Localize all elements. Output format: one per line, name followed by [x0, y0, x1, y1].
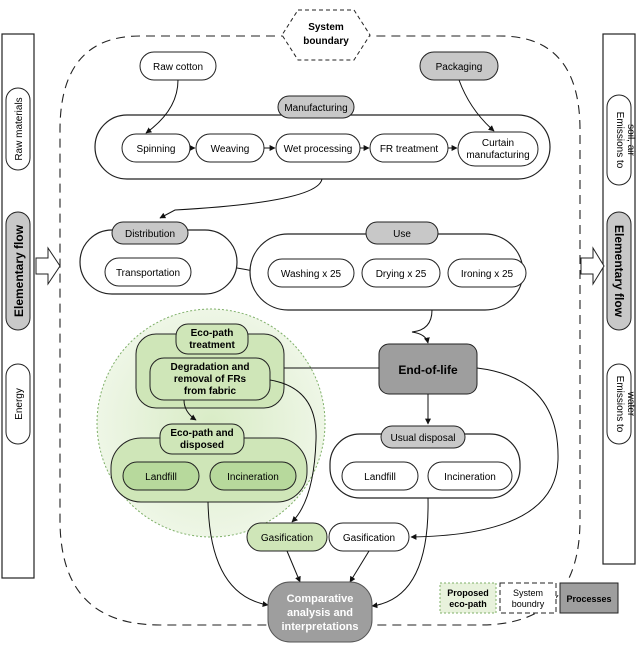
system-boundary-hexagon [282, 10, 370, 60]
legend-system-label-1: System [512, 588, 544, 598]
eco-treatment-title-2: treatment [189, 340, 235, 351]
manufacturing-title: Manufacturing [284, 103, 348, 114]
usual-incineration-label: Incineration [444, 472, 496, 483]
comparative-label-3: interpretations [281, 621, 359, 633]
legend-proposed-label-1: Proposed [447, 588, 489, 598]
arrow-use-endoflife [412, 310, 432, 343]
arrow-ecogas-final [287, 551, 300, 582]
drying-label: Drying x 25 [375, 269, 427, 280]
eco-landfill-label: Landfill [145, 472, 177, 483]
washing-label: Washing x 25 [280, 269, 342, 280]
distribution-title: Distribution [124, 229, 176, 240]
fr-treatment-label: FR treatment [379, 144, 439, 155]
end-of-life-label: End-of-life [398, 363, 458, 377]
degradation-label-1: Degradation and [170, 362, 250, 373]
emissions-soil-air-label-2: soil, air [625, 124, 636, 156]
emissions-water-label-1: Emissions to [614, 375, 625, 433]
left-elementary-flow-label: Elementary flow [12, 224, 26, 318]
raw-cotton-label: Raw cotton [152, 62, 204, 73]
ironing-label: Ironing x 25 [460, 269, 514, 280]
emissions-soil-air-label-1: Emissions to [614, 111, 625, 169]
use-title: Use [393, 229, 411, 240]
arrow-usualdisposal-final [372, 498, 428, 606]
eco-disposed-title-1: Eco-path and [170, 428, 234, 439]
legend-system-label-2: boundry [511, 599, 545, 609]
eco-disposed-title-2: disposed [180, 440, 224, 451]
usual-gasification-label: Gasification [342, 533, 396, 544]
system-boundary-label-1: System [308, 22, 344, 33]
wet-processing-label: Wet processing [283, 144, 353, 155]
degradation-label-2: removal of FRs [173, 374, 247, 385]
left-flow-arrow-icon [36, 248, 60, 284]
eco-gasification-label: Gasification [260, 533, 314, 544]
curtain-manufacturing-label-2: manufacturing [466, 150, 530, 161]
right-elementary-flow-label: Elementary flow [612, 224, 626, 318]
spinning-label: Spinning [136, 144, 176, 155]
transportation-label: Transportation [115, 268, 181, 279]
weaving-label: Weaving [210, 144, 250, 155]
curtain-manufacturing-label-1: Curtain [481, 138, 515, 149]
usual-landfill-label: Landfill [364, 472, 396, 483]
energy-label: Energy [14, 388, 25, 420]
legend-proposed-label-2: eco-path [449, 599, 487, 609]
degradation-label-3: from fabric [183, 386, 237, 397]
right-flow-arrow-icon [581, 248, 604, 284]
raw-materials-label: Raw materials [14, 97, 25, 161]
legend-processes-label: Processes [566, 594, 612, 604]
eco-incineration-label: Incineration [227, 472, 279, 483]
emissions-water-label-2: water [625, 391, 636, 417]
eco-treatment-title-1: Eco-path [190, 328, 234, 339]
usual-disposal-title: Usual disposal [390, 433, 456, 444]
packaging-label: Packaging [435, 62, 483, 73]
arrow-usualgas-final [350, 551, 369, 582]
system-boundary-label-2: boundary [303, 36, 349, 47]
comparative-label-2: analysis and [286, 607, 354, 619]
arrow-manufacturing-distribution [160, 179, 322, 218]
comparative-label-1: Comparative [286, 593, 354, 605]
